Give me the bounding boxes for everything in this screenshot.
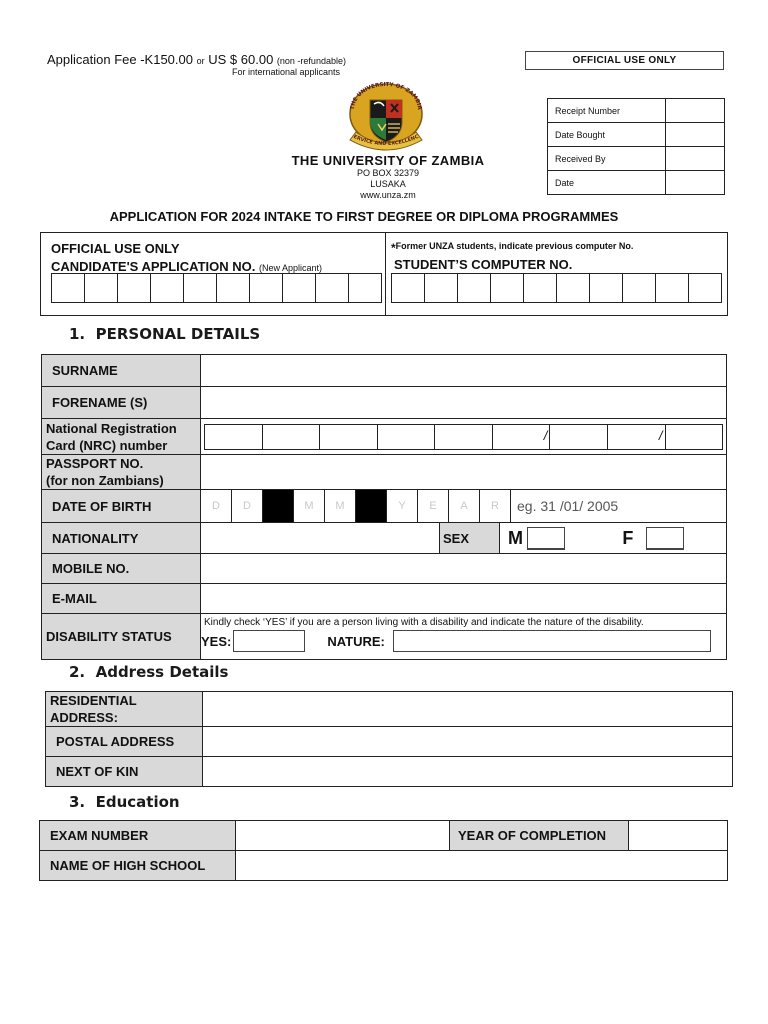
residential-label xyxy=(46,692,203,727)
digit-box[interactable] xyxy=(623,274,656,302)
digit-box[interactable] xyxy=(557,274,590,302)
digit-box[interactable] xyxy=(118,274,151,302)
passport-label-line2: (for non Zambians) xyxy=(46,473,164,488)
digit-box[interactable] xyxy=(151,274,184,302)
yes-checkbox[interactable] xyxy=(233,630,305,652)
section-title: PERSONAL DETAILS xyxy=(95,325,261,343)
box-divider xyxy=(385,233,386,315)
nrc-digit-box[interactable] xyxy=(608,425,666,449)
disability-note: Kindly check ‘YES’ if you are a person living with a disability and indicate the nature of the disability. xyxy=(204,617,644,628)
high-school-row xyxy=(40,851,728,881)
fee-usd: US $ 60.00 xyxy=(208,52,274,67)
receipt-value[interactable] xyxy=(666,123,725,147)
nrc-digit-box[interactable] xyxy=(435,425,493,449)
dob-separator xyxy=(263,490,294,522)
address-table xyxy=(45,691,733,787)
section-number: 2. xyxy=(69,663,86,681)
dob-day-box[interactable]: D xyxy=(232,490,263,522)
nrc-row xyxy=(42,419,727,455)
postal-row xyxy=(46,727,733,757)
fee-or: or xyxy=(196,56,205,66)
receipt-row xyxy=(548,171,725,195)
surname-input[interactable] xyxy=(201,355,727,387)
digit-box[interactable] xyxy=(392,274,425,302)
section-2-heading xyxy=(69,663,228,681)
form-title: APPLICATION FOR 2024 INTAKE TO FIRST DEGREE OR DIPLOMA PROGRAMMES xyxy=(109,209,619,224)
nrc-digit-box[interactable] xyxy=(263,425,321,449)
disability-fields xyxy=(201,628,726,652)
receipt-table xyxy=(547,98,725,195)
mobile-label: MOBILE NO. xyxy=(42,554,201,584)
po-box: PO BOX 32379 xyxy=(356,168,420,178)
nrc-label-line2: Card (NRC) number xyxy=(46,437,168,453)
official-use-label: OFFICIAL USE ONLY xyxy=(525,51,724,70)
nature-label: NATURE: xyxy=(327,633,385,649)
dob-day-box[interactable]: D xyxy=(201,490,232,522)
residential-label-line2: ADDRESS: xyxy=(50,710,118,725)
digit-box[interactable] xyxy=(85,274,118,302)
crest-top-text: THE UNIVERSITY OF ZAMBIA xyxy=(349,81,423,111)
digit-box[interactable] xyxy=(590,274,623,302)
passport-input[interactable] xyxy=(201,455,727,490)
dob-year-box[interactable]: Y xyxy=(387,490,418,522)
digit-box[interactable] xyxy=(491,274,524,302)
nrc-label-line1: National Registration xyxy=(46,420,177,436)
computer-number-boxes[interactable] xyxy=(391,273,722,303)
digit-box[interactable] xyxy=(689,274,721,302)
passport-row xyxy=(42,455,727,490)
mobile-row xyxy=(42,554,727,584)
year-completion-input[interactable] xyxy=(629,821,728,851)
female-letter: F xyxy=(622,527,634,548)
nrc-boxes[interactable] xyxy=(204,424,723,450)
nrc-cell xyxy=(201,419,727,455)
digit-box[interactable] xyxy=(283,274,316,302)
surname-label: SURNAME xyxy=(42,355,201,387)
receipt-row xyxy=(548,147,725,171)
section-3-heading xyxy=(69,793,180,811)
dob-separator xyxy=(356,490,387,522)
male-letter: M xyxy=(508,527,523,548)
section-number: 3. xyxy=(69,793,86,811)
year-completion-label: YEAR OF COMPLETION xyxy=(450,821,629,851)
former-student-text: Former UNZA students, indicate previous computer No. xyxy=(395,241,634,251)
nrc-digit-box[interactable] xyxy=(205,425,263,449)
email-input[interactable] xyxy=(201,584,727,614)
dob-label: DATE OF BIRTH xyxy=(42,490,201,523)
digit-box[interactable] xyxy=(184,274,217,302)
nrc-label xyxy=(42,419,201,455)
dob-row xyxy=(42,490,727,523)
digit-box[interactable] xyxy=(250,274,283,302)
nrc-digit-box[interactable] xyxy=(320,425,378,449)
dob-month-box[interactable]: M xyxy=(325,490,356,522)
application-fee-line xyxy=(47,52,346,67)
mobile-input[interactable] xyxy=(201,554,727,584)
forename-label: FORENAME (S) xyxy=(42,387,201,419)
website: www.unza.zm xyxy=(360,190,416,200)
sex-label: SEX xyxy=(440,523,500,554)
personal-details-table xyxy=(41,354,727,660)
nrc-slash: / xyxy=(543,427,548,443)
fee-subnote: For international applicants xyxy=(232,67,341,77)
section-1-heading xyxy=(69,325,260,343)
next-of-kin-label: NEXT OF KIN xyxy=(46,757,203,787)
receipt-label: Date xyxy=(548,171,666,195)
next-of-kin-input[interactable] xyxy=(203,757,733,787)
nationality-label: NATIONALITY xyxy=(42,523,201,554)
high-school-label: NAME OF HIGH SCHOOL xyxy=(40,851,236,881)
passport-label xyxy=(42,455,201,490)
exam-number-input[interactable] xyxy=(236,821,450,851)
receipt-row xyxy=(548,99,725,123)
university-name: THE UNIVERSITY OF ZAMBIA xyxy=(291,153,485,168)
passport-label-line1: PASSPORT NO. xyxy=(46,456,144,471)
nrc-digit-box[interactable] xyxy=(666,425,723,449)
nationality-input[interactable] xyxy=(201,523,440,554)
residential-label-line1: RESIDENTIAL xyxy=(50,693,137,708)
disability-label: DISABILITY STATUS xyxy=(42,614,201,660)
dob-year-box[interactable]: R xyxy=(480,490,511,522)
application-number-boxes[interactable] xyxy=(51,273,382,303)
asterisk: * xyxy=(391,241,396,255)
fee-kwacha: Application Fee -K150.00 xyxy=(47,52,193,67)
receipt-label: Received By xyxy=(548,147,666,171)
email-label: E-MAIL xyxy=(42,584,201,614)
exam-row xyxy=(40,821,728,851)
sex-options xyxy=(500,523,727,554)
residential-row xyxy=(46,692,733,727)
crest-motto-text: ERVICE AND EXCELLENC xyxy=(352,133,420,148)
official-use-title: OFFICIAL USE ONLY xyxy=(51,241,180,256)
disability-cell xyxy=(201,614,727,660)
receipt-value[interactable] xyxy=(666,171,725,195)
section-number: 1. xyxy=(69,325,86,343)
receipt-row xyxy=(548,123,725,147)
digit-box[interactable] xyxy=(52,274,85,302)
disability-row xyxy=(42,614,727,660)
new-applicant-note: (New Applicant) xyxy=(258,263,323,273)
section-title: Education xyxy=(95,793,180,811)
dob-boxes xyxy=(201,490,618,522)
dob-year-box[interactable]: A xyxy=(449,490,480,522)
forename-row xyxy=(42,387,727,419)
dob-example: eg. 31 /01/ 2005 xyxy=(517,498,619,514)
receipt-value[interactable] xyxy=(666,147,725,171)
receipt-label: Receipt Number xyxy=(548,99,666,123)
city: LUSAKA xyxy=(370,179,406,189)
yes-label: YES: xyxy=(201,633,232,649)
fee-note: (non -refundable) xyxy=(276,56,346,66)
next-of-kin-row xyxy=(46,757,733,787)
high-school-input[interactable] xyxy=(236,851,728,881)
male-checkbox[interactable] xyxy=(527,527,565,550)
surname-row xyxy=(42,355,727,387)
digit-box[interactable] xyxy=(425,274,458,302)
digit-box[interactable] xyxy=(524,274,557,302)
nrc-digit-box[interactable] xyxy=(378,425,436,449)
receipt-label: Date Bought xyxy=(548,123,666,147)
digit-box[interactable] xyxy=(349,274,381,302)
nationality-row xyxy=(42,523,727,554)
candidate-application-text: CANDIDATE'S APPLICATION NO xyxy=(51,259,252,274)
former-student-note xyxy=(391,241,633,255)
digit-box[interactable] xyxy=(458,274,491,302)
exam-number-label: EXAM NUMBER xyxy=(40,821,236,851)
digit-box[interactable] xyxy=(316,274,349,302)
student-computer-label: STUDENT’S COMPUTER NO. xyxy=(394,257,573,272)
candidate-application-label: CANDIDATE'S APPLICATION NO. (New Applicant) xyxy=(51,259,323,274)
education-table xyxy=(39,820,728,881)
dob-cell xyxy=(201,490,727,523)
application-number-box xyxy=(40,232,728,316)
dob-month-box[interactable]: M xyxy=(294,490,325,522)
postal-input[interactable] xyxy=(203,727,733,757)
email-row xyxy=(42,584,727,614)
receipt-value[interactable] xyxy=(666,99,725,123)
section-title: Address Details xyxy=(95,663,229,681)
postal-label: POSTAL ADDRESS xyxy=(46,727,203,757)
nrc-digit-box[interactable] xyxy=(493,425,551,449)
female-checkbox[interactable] xyxy=(646,527,684,550)
dob-year-box[interactable]: E xyxy=(418,490,449,522)
residential-input[interactable] xyxy=(203,692,733,727)
university-crest-logo xyxy=(340,80,432,154)
digit-box[interactable] xyxy=(217,274,250,302)
nrc-slash: / xyxy=(658,427,663,443)
nrc-digit-box[interactable] xyxy=(550,425,608,449)
nature-input[interactable] xyxy=(393,630,711,652)
forename-input[interactable] xyxy=(201,387,727,419)
digit-box[interactable] xyxy=(656,274,689,302)
